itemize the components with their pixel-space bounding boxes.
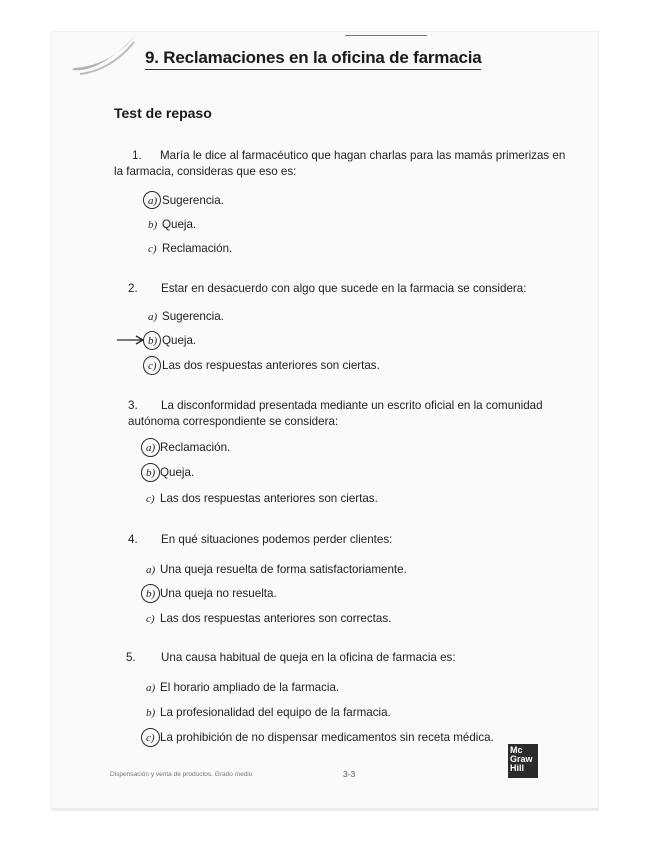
- option-text: La prohibición de no dispensar medicamentos sin receta médica.: [160, 731, 494, 744]
- option-letter: c): [148, 243, 157, 255]
- option-letter: c): [148, 360, 157, 372]
- option-text: La profesionalidad del equipo de la farmacia.: [160, 706, 391, 719]
- question-number: 3.: [128, 399, 138, 412]
- section-title: Test de repaso: [114, 105, 212, 121]
- option-letter: a): [146, 682, 156, 694]
- logo-line: Hill: [510, 763, 525, 773]
- q4-option-a[interactable]: [146, 562, 407, 578]
- question-text: La disconformidad presentada mediante un escrito oficial en la comunidad autónoma correspondiente se considera:: [128, 399, 543, 428]
- q5-option-b[interactable]: [146, 705, 391, 721]
- question-5: [126, 650, 556, 666]
- question-2: [128, 281, 568, 297]
- option-text: Las dos respuestas anteriores son ciertas.: [160, 492, 378, 505]
- chapter-title: 9. Reclamaciones en la oficina de farmacia: [145, 47, 481, 70]
- option-text: Queja.: [162, 334, 197, 347]
- question-number: 4.: [128, 533, 138, 546]
- footer-text: Dispensación y venta de productos. Grado medio: [110, 771, 253, 778]
- question-text: En qué situaciones podemos perder clientes:: [161, 533, 393, 546]
- option-letter: b): [146, 707, 156, 719]
- page-number: 3-3: [343, 769, 356, 779]
- option-text: Reclamación.: [160, 441, 231, 454]
- answer-circle-mark: [143, 356, 161, 375]
- q1-option-b[interactable]: [148, 217, 196, 233]
- mcgraw-hill-logo: [508, 744, 538, 778]
- option-letter: c): [146, 493, 155, 505]
- option-letter: c): [146, 732, 155, 744]
- option-text: Una queja resuelta de forma satisfactoriamente.: [160, 563, 407, 576]
- option-letter: b): [146, 588, 156, 600]
- question-text: Estar en desacuerdo con algo que sucede en la farmacia se considera:: [161, 282, 527, 295]
- q4-option-c[interactable]: [146, 611, 391, 627]
- q2-option-c[interactable]: [148, 358, 380, 374]
- option-letter: b): [148, 219, 158, 231]
- corner-swoosh-graphic: [70, 32, 140, 77]
- option-text: Queja.: [162, 218, 197, 231]
- answer-circle-mark: [143, 191, 161, 209]
- q2-option-a[interactable]: [148, 309, 224, 325]
- answer-circle-mark: [143, 331, 161, 350]
- option-text: Las dos respuestas anteriores son correctas.: [160, 612, 392, 625]
- answer-circle-mark: [141, 728, 160, 747]
- answer-circle-mark: [141, 584, 160, 603]
- option-letter: a): [146, 564, 156, 576]
- answer-circle-mark: [141, 463, 160, 482]
- option-letter: a): [148, 311, 158, 323]
- option-letter: a): [146, 442, 156, 454]
- q5-option-c[interactable]: [146, 730, 494, 746]
- question-number: 2.: [128, 282, 138, 295]
- handwritten-arrow-icon: [116, 334, 146, 346]
- option-text: Queja.: [160, 466, 195, 479]
- question-1: [114, 148, 574, 180]
- option-text: El horario ampliado de la farmacia.: [160, 681, 340, 694]
- q3-option-c[interactable]: [146, 491, 378, 507]
- q1-option-c[interactable]: [148, 241, 232, 257]
- option-text: Una queja no resuelta.: [160, 587, 277, 600]
- question-text: Una causa habitual de queja en la oficina de farmacia es:: [161, 651, 456, 664]
- question-3: [128, 398, 558, 430]
- option-text: Las dos respuestas anteriores son ciertas.: [162, 359, 380, 372]
- q5-option-a[interactable]: [146, 680, 339, 696]
- answer-circle-mark: [141, 438, 160, 457]
- question-number: 1.: [132, 149, 142, 162]
- option-text: Reclamación.: [162, 242, 233, 255]
- logo-line: Mc: [510, 745, 523, 755]
- option-text: Sugerencia.: [162, 194, 224, 207]
- question-number: 5.: [126, 651, 136, 664]
- option-letter: b): [146, 467, 156, 479]
- scan-edge-shadow: [52, 808, 598, 812]
- option-letter: c): [146, 613, 155, 625]
- option-letter: a): [148, 195, 158, 207]
- question-4: [128, 532, 558, 548]
- question-text: María le dice al farmacéutico que hagan charlas para las mamás primerizas en la farmacia, consideras que eso es:: [114, 149, 566, 178]
- top-rule-line: [345, 35, 427, 36]
- q4-option-b[interactable]: [146, 586, 277, 602]
- option-text: Sugerencia.: [162, 310, 224, 323]
- option-letter: b): [148, 335, 158, 347]
- logo-line: Graw: [510, 754, 533, 764]
